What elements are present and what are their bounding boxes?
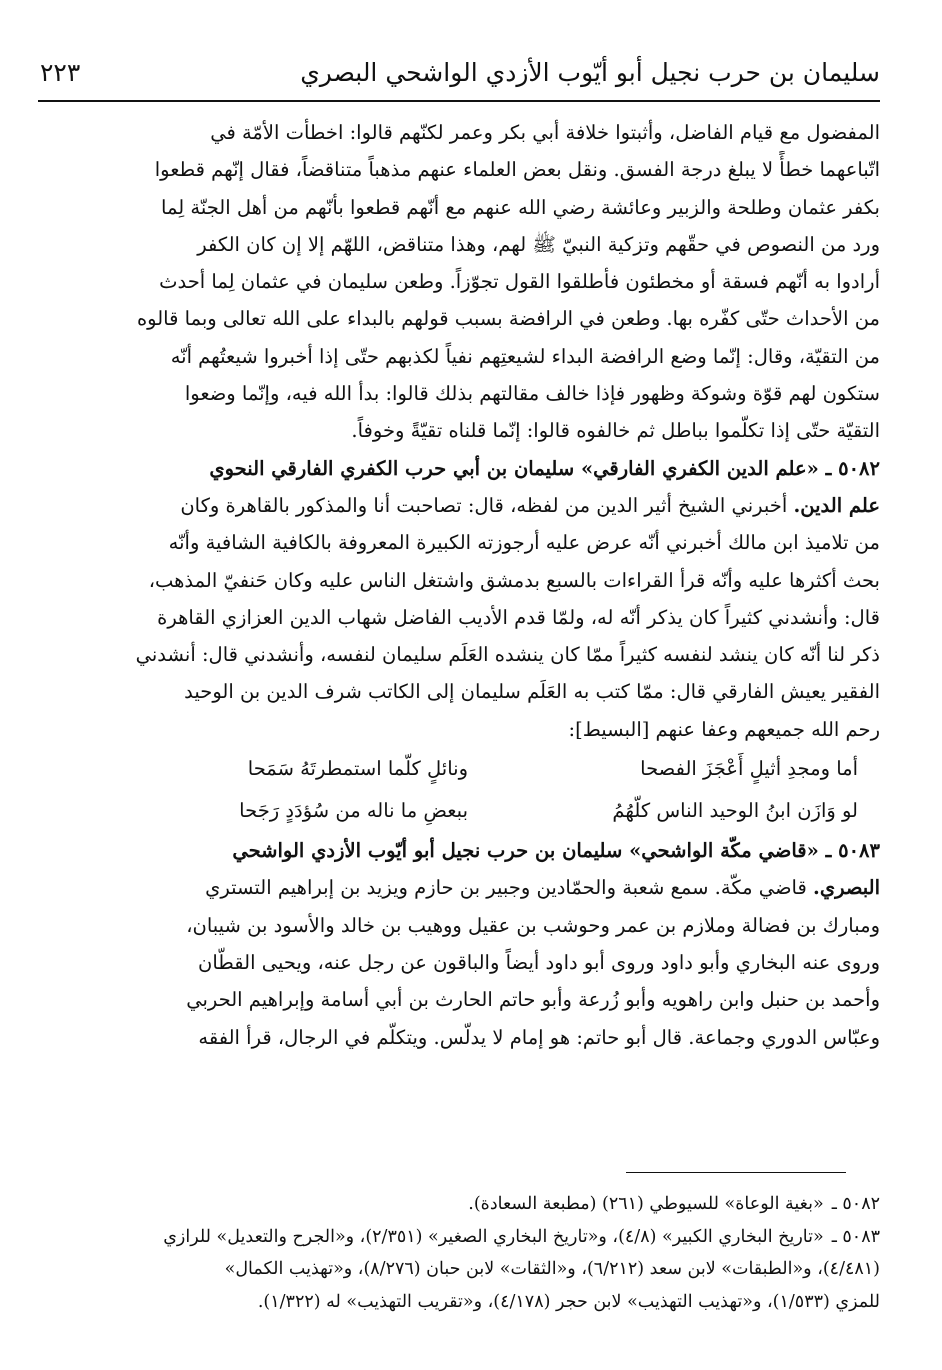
footnote-5082	[38, 1188, 880, 1221]
text-line: من التقيّة، وقال: إنّما وضع الرافضة البداء لشيعتِهم نفياً لكذبهم حتّى إذا أخبروا شيعتُهم أنّه	[170, 344, 880, 368]
footnote-text: للمزي (١/٥٣٣)، و«تهذيب التهذيب» لابن حجر (٤/١٧٨)، و«تقريب التهذيب» له (١/٣٢٢).	[257, 1291, 880, 1312]
main-text	[38, 114, 880, 1056]
text-line: التقيّة حتّى إذا تكلّموا بباطل ثم خالفوه قالوا: إنّما قلناه تقيّةً وخوفاً.	[351, 419, 880, 443]
poem-verse	[38, 748, 880, 790]
footnote-text: «تاريخ البخاري الكبير» (٤/٨)، و«تاريخ البخاري الصغير» (٢/٣٥١)، و«الجرح والتعديل» للرازي	[163, 1226, 824, 1247]
text-line: اتّباعهما خطأً لا يبلغ درجة الفسق. ونقل بعض العلماء عنهم مذهباً متناقضاً، فقال إنّهم قطعوا	[154, 158, 880, 182]
entry-first-line-5082: أخبرني الشيخ أثير الدين من لفظه، قال: تصاحبت أنا والمذكور بالقاهرة وكان	[180, 493, 788, 517]
footnote-5083	[38, 1221, 880, 1254]
text-line: وروى عنه البخاري وأبو داود وروى أبو داود أيضاً والباقون عن رجل عنه، ويحيى القطّان	[198, 950, 880, 974]
text-line: المفضول مع قيام الفاضل، وأثبتوا خلافة أبي بكر وعمر لكنّهم قالوا: اخطأت الأمّة في	[210, 121, 880, 144]
text-line: من الأحداث حتّى كفّره بها. وطعن في الرافضة بسبب قولهم بالبداء على الله تعالى وبما قالوه	[136, 307, 880, 331]
text-line: الفقير يعيش الفارقي قال: ممّا كتب به العَلَم سليمان إلى الكاتب شرف الدين بن الوحيد	[184, 680, 880, 704]
verse-first-hemistich: لو وَازَن ابنُ الوحيد الناس كلّهُمُ	[612, 799, 858, 823]
page-number: ٢٢٣	[40, 58, 81, 87]
entry-lead-5082: علم الدين.	[793, 493, 880, 517]
text-line: قال: وأنشدني كثيراً كان يذكر أنّه له، ولمّا قدم الأديب الفاضل شهاب الدين العزازي القاهرة	[157, 605, 880, 629]
entry-heading-5083: ٥٠٨٣ ـ «قاضي مكّة الواشحي» سليمان بن حرب نجيل أبو أيّوب الأزدي الواشحي	[232, 839, 880, 863]
poem-verse	[38, 790, 880, 832]
text-line: ستكون لهم قوّة وشوكة وظهور فإذا خالف مقالتهم بذلك قالوا: بدأ الله فيه، وإنّما وضعوا	[184, 382, 880, 406]
footnote-ref: ٥٠٨٢ ـ	[831, 1194, 880, 1214]
verse-first-hemistich: أما ومجدِ أثيلٍ أَعْجَزَ الفصحا	[640, 757, 858, 781]
text-line: من تلاميذ ابن مالك أخبرني أنّه عرض عليه أرجوزته الكبيرة المعروفة بالكافية الشافية وأنّه	[168, 531, 880, 555]
text-line: بحث أكثرها عليه وأنّه قرأ القراءات بالسبع بدمشق واشتغل الناس عليه وكان حَنفيّ المذهب،	[148, 568, 880, 592]
footnote-text: (٤/٤٨١)، و«الطبقات» لابن سعد (٦/٢١٢)، و«الثقات» لابن حبان (٨/٢٧٦)، و«تهذيب الكمال»	[224, 1259, 880, 1279]
entry-first-line-5083: قاضي مكّة. سمع شعبة والحمّادين وجبير بن حازم ويزيد بن إبراهيم التستري	[205, 876, 807, 900]
running-header	[38, 52, 880, 102]
footnote-divider	[626, 1172, 846, 1173]
verse-second-hemistich: ببعضِ ما ناله من سُؤدَدٍ رَجَحا	[239, 799, 468, 823]
text-line: ورد من النصوص في حقّهم وتزكية النبيّ ﷺ لهم، وهذا متناقض، اللهّم إلا إن كان الكفر	[197, 232, 880, 256]
text-line	[38, 869, 880, 906]
text-line: بكفر عثمان وطلحة والزبير وعائشة رضي الله عنهم مع أنّهم قطعوا بأنّهم من أهل الجنّة لِما	[161, 195, 880, 219]
text-line: وعبّاس الدوري وجماعة. قال أبو حاتم: هو إمام لا يدلّس. ويتكلّم في الرجال، قرأ الفقه	[198, 1025, 880, 1049]
text-line: ومبارك بن فضالة وملازم بن عمر وحوشب بن عقيل ووهيب بن خالد والأسود بن شيبان،	[186, 913, 880, 937]
text-line: ذكر لنا أنّه كان ينشد لنفسه كثيراً ممّا كان ينشده العَلَم سليمان لنفسه، وأنشدني قال: أنشدني	[135, 643, 880, 667]
verse-second-hemistich: ونائلٍ كلّما استمطرتَهُ سَمَحا	[247, 757, 468, 781]
footnotes	[38, 1188, 880, 1318]
footnote-text: «بغية الوعاة» للسيوطي (٢٦١) (مطبعة السعادة).	[468, 1194, 824, 1214]
footnote-ref: ٥٠٨٣ ـ	[831, 1226, 880, 1247]
text-line: وأحمد بن حنبل وابن راهويه وأبو زُرعة وأبو حاتم الحارث بن أبي أسامة وإبراهيم الحربي	[186, 988, 880, 1012]
header-title: سليمان بن حرب نجيل أبو أيّوب الأزدي الواشحي البصري	[300, 58, 880, 87]
entry-lead-5083: البصري.	[813, 876, 880, 900]
text-line: أرادوا به أنّهم فسقة أو مخطئون فأطلقوا القول تجوّزاً. وطعن سليمان في عثمان لِما أحدث	[159, 270, 880, 294]
text-line: رحم الله جميعهم وعفا عنهم [البسيط]:	[568, 717, 880, 741]
entry-heading-5082: ٥٠٨٢ ـ «علم الدين الكفري الفارقي» سليمان بن أبي حرب الكفري الفارقي النحوي	[209, 456, 880, 480]
text-line	[38, 487, 880, 524]
